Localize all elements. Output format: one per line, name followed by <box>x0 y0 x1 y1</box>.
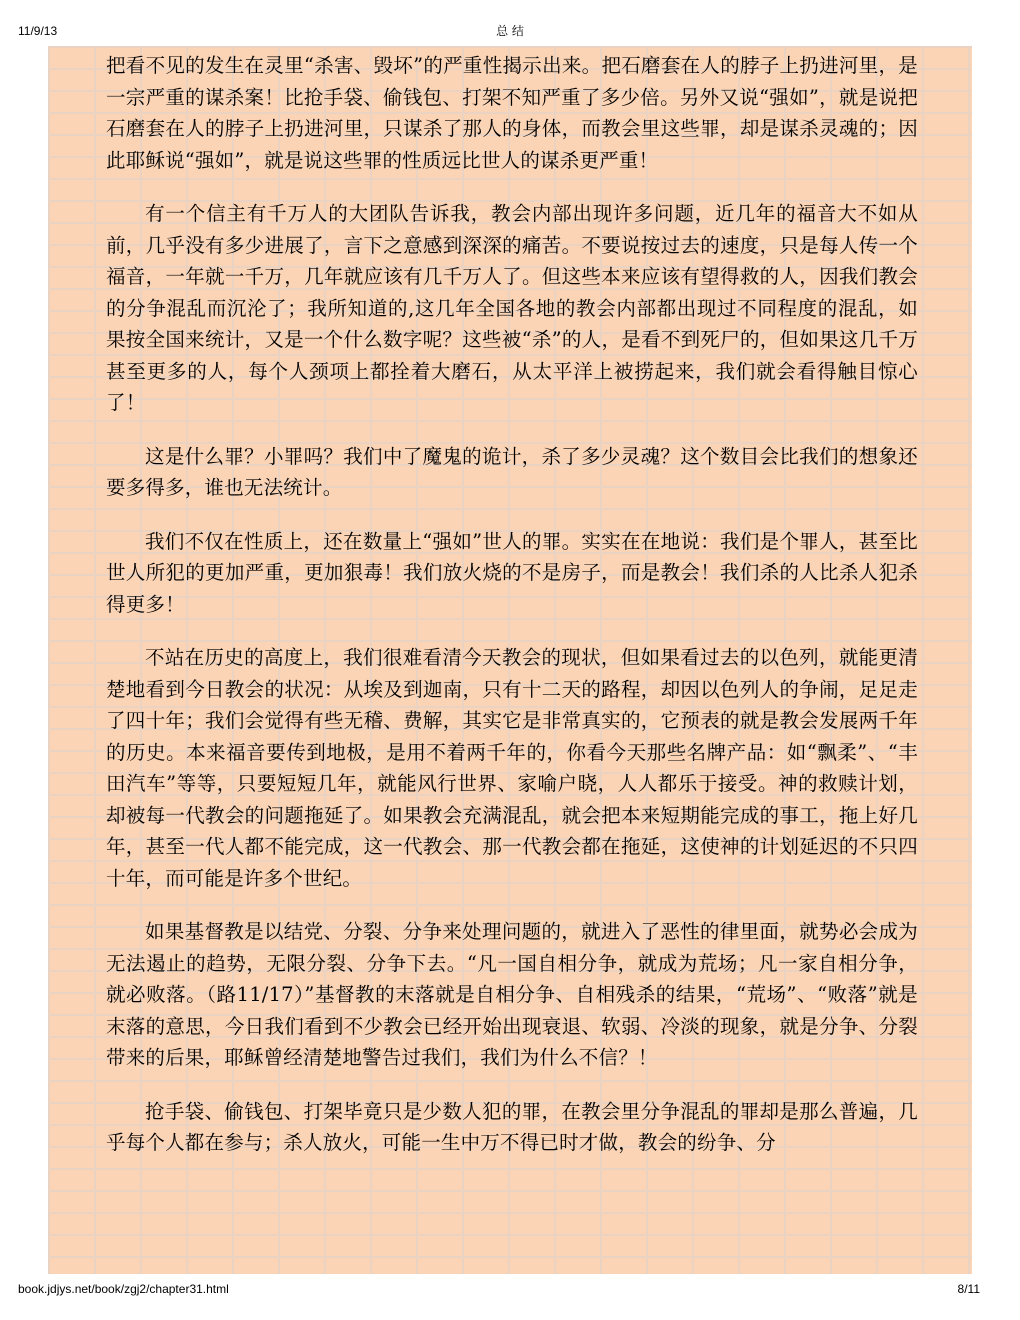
header-title: 总 结 <box>496 24 524 38</box>
article-body <box>106 50 918 1181</box>
paragraph-7: 抢手袋、偷钱包、打架毕竟只是少数人犯的罪，在教会里分争混乱的罪却是那么普遍，几乎每个人都在参与；杀人放火，可能一生中万不得已时才做，教会的纷争、分 <box>106 1099 918 1154</box>
paragraph-6: 如果基督教是以结党、分裂、分争来处理问题的，就进入了恶性的律里面，就势必会成为无法遏止的趋势，无限分裂、分争下去。“凡一国自相分争，就成为荒场；凡一家自相分争，就必败落。（路11/17）”基督教的末落就是自相分争、自相残杀的结果，“荒场”、“败落”就是末落的意思，今日我们看到不少教会已经开始出现衰退、软弱、冷淡的现象，就是分争、分裂带来的后果，耶稣曾经清楚地警告过我们，我们为什么不信？！ <box>106 920 918 1069</box>
footer-page-number: 8/11 <box>957 1282 980 1296</box>
paragraph-5: 不站在历史的高度上，我们很难看清今天教会的现状，但如果看过去的以色列，就能更清楚地看到今日教会的状况：从埃及到迦南，只有十二天的路程，却因以色列人的争闹，足足走了四十年；我们会觉得有些无稽、费解，其实它是非常真实的，它预表的就是教会发展两千年的历史。本来福音要传到地极，是用不着两千年的，你看今天那些名牌产品：如“飘柔”、“丰田汽车”等等，只要短短几年，就能风行世界、家喻户晓，人人都乐于接受。神的救赎计划，却被每一代教会的问题拖延了。如果教会充满混乱，就会把本来短期能完成的事工，拖上好几年，甚至一代人都不能完成，这一代教会、那一代教会都在拖延，这使神的计划延迟的不只四十年，而可能是许多个世纪。 <box>106 646 918 890</box>
paragraph-4: 我们不仅在性质上，还在数量上“强如”世人的罪。实实在在地说：我们是个罪人，甚至比世人所犯的更加严重，更加狠毒！我们放火烧的不是房子，而是教会！我们杀的人比杀人犯杀得更多！ <box>106 529 918 616</box>
paragraph-2: 有一个信主有千万人的大团队告诉我，教会内部出现许多问题，近几年的福音大不如从前，几乎没有多少进展了，言下之意感到深深的痛苦。不要说按过去的速度，只是每人传一个福音，一年就一千万，几年就应该有几千万人了。但这些本来应该有望得救的人，因我们教会的分争混乱而沉沦了；我所知道的,这几年全国各地的教会内部都出现过不同程度的混乱，如果按全国来统计，又是一个什么数字呢？这些被“杀”的人，是看不到死尸的，但如果这几千万甚至更多的人，每个人颈项上都拴着大磨石，从太平洋上被捞起来，我们就会看得触目惊心了！ <box>106 202 918 414</box>
paragraph-3: 这是什么罪？小罪吗？我们中了魔鬼的诡计，杀了多少灵魂？这个数目会比我们的想象还要多得多，谁也无法统计。 <box>106 444 918 499</box>
footer-url[interactable]: book.jdjys.net/book/zgj2/chapter31.html <box>18 1282 229 1296</box>
header-date: 11/9/13 <box>18 24 58 38</box>
paragraph-1: 把看不见的发生在灵里“杀害、毁坏”的严重性揭示出来。把石磨套在人的脖子上扔进河里，是一宗严重的谋杀案！比抢手袋、偷钱包、打架不知严重了多少倍。另外又说“强如”，就是说把石磨套在人的脖子上扔进河里，只谋杀了那人的身体，而教会里这些罪，却是谋杀灵魂的；因此耶稣说“强如”，就是说这些罪的性质远比世人的谋杀更严重！ <box>106 54 918 172</box>
